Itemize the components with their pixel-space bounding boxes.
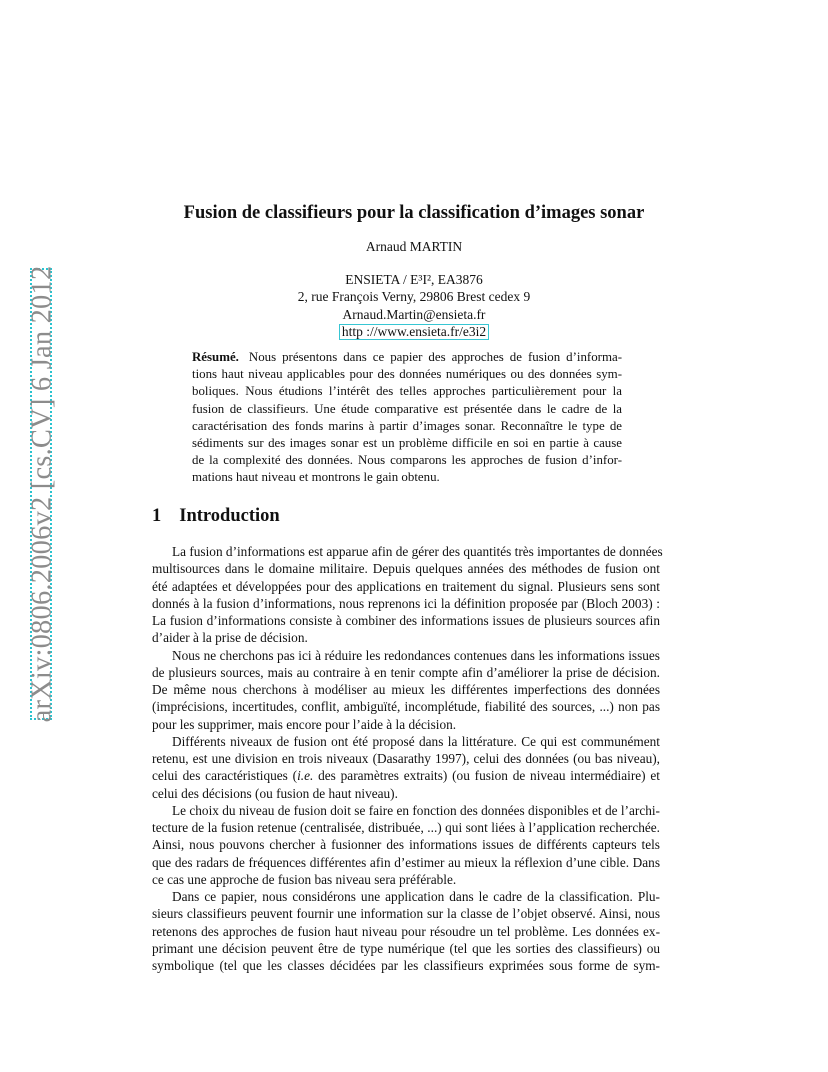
text-line: retenons des approches de fusion haut niveau pour résoudre un tel problème. Les données ex- (152, 923, 660, 939)
paragraph-2 (152, 647, 660, 733)
text-line: retenu, est une division en trois niveaux (Dasarathy 1997), celui des données (ou bas niveau), (152, 751, 660, 766)
text-line: de plusieurs sources, mais au contraire à en tenir compte afin d’améliorer la prise de décision. (152, 664, 660, 680)
text-line: La fusion d’informations consiste à combiner des informations issues de plusieurs sources afin (152, 613, 660, 628)
text-line: (imprécisions, incertitudes, conflit, ambiguïté, incomplétude, fiabilité des sources, ...) non pas (152, 699, 660, 715)
arxiv-stamp-text: arXiv:0806.2006v2 [cs.CV] 6 Jan 2012 (26, 265, 57, 723)
section-heading (152, 506, 280, 527)
author-name: Arnaud MARTIN (365, 239, 463, 254)
abstract-line-text: Nous présentons dans ce papier des approches de fusion d’informa- (248, 350, 622, 364)
affiliation-line-1: ENSIETA / E³I², EA3876 (345, 272, 483, 287)
text-line: primant une décision peuvent être de type numérique (tel que les sorties des classifieurs) ou (152, 940, 660, 956)
text-line: pour les supprimer, mais encore pour l’aide à la décision. (152, 716, 457, 732)
text-line: donnés à la fusion d’informations, nous reprenons ici la définition proposée par (Bloch 2003) : (152, 595, 660, 611)
affiliation-line-2: 2, rue François Verny, 29806 Brest cedex 9 (297, 289, 531, 305)
text-line: celui des décisions (ou fusion de haut niveau). (152, 785, 398, 801)
abstract-line: boliques. Nous étudions l’intérêt des telles approches particulièrement pour la (192, 384, 622, 399)
text-line: celui des caractéristiques (i.e. des paramètres extraits) (ou fusion de niveau intermédiaire) et (152, 768, 660, 784)
text-line: d’aider à la prise de décision. (152, 630, 308, 646)
abstract (192, 349, 622, 487)
abstract-line: sédiments sur des images sonar est un problème difficile en soi en partie à cause (192, 436, 622, 451)
abstract-line: caractérisation des fonds marins à partir d’images sonar. Reconnaître le type de (192, 418, 622, 433)
text-line: Ainsi, nous pouvons chercher à fusionner des informations issues de différents capteurs tels (152, 837, 660, 853)
abstract-label: Résumé. (192, 350, 239, 364)
text-line: sieurs classifieurs peuvent fournir une information sur la classe de l’objet observé. Ainsi, nous (152, 906, 660, 922)
paragraph-3 (152, 733, 660, 802)
affiliation-url-link[interactable]: http ://www.ensieta.fr/e3i2 (339, 324, 489, 340)
abstract-line: tions haut niveau applicables pour des données numériques ou des données sym- (192, 367, 622, 382)
text-line: symbolique (tel que les classes décidées par les classifieurs exprimées sous forme de sym- (152, 958, 660, 973)
italic-ie: i.e. (297, 768, 314, 784)
text-line: que des radars de fréquences différentes afin d’estimer au mieux la réflexion d’une cible. Dans (152, 854, 660, 870)
abstract-line: mations haut niveau et montrons le gain obtenu. (192, 470, 440, 485)
abstract-line: de la complexité des données. Nous comparons les approches de fusion d’infor- (192, 453, 622, 468)
text-line: été adaptées et développées pour des applications en traitement du signal. Plusieurs sens sont (152, 578, 660, 594)
text-line: De même nous cherchons à modéliser au mieux les différentes imperfections des données (152, 682, 660, 697)
affiliation-block (0, 271, 828, 340)
affiliation-url-row (0, 323, 828, 340)
paragraph-1 (152, 543, 663, 647)
text-line: multisources dans le domaine militaire. Depuis quelques années des méthodes de fusion ont (152, 561, 660, 577)
text-line: Différents niveaux de fusion ont été proposé dans la littérature. Ce qui est communément (172, 733, 660, 749)
abstract-line: fusion de classifieurs. Une étude comparative est présentée dans le cadre de la (192, 401, 622, 416)
text-line: Dans ce papier, nous considérons une application dans le cadre de la classification. Plu- (172, 889, 660, 904)
body-text (152, 543, 663, 974)
text-line: tecture de la fusion retenue (centralisée, distribuée, ...) qui sont liées à l’application recherchée. (152, 820, 660, 835)
author-email: Arnaud.Martin@ensieta.fr (342, 306, 486, 322)
paper-title: Fusion de classifieurs pour la classification d’images sonar (183, 203, 645, 223)
text-line: ce cas une approche de fusion bas niveau sera préférable. (152, 871, 457, 887)
paragraph-4 (152, 802, 660, 888)
text-line: La fusion d’informations est apparue afin de gérer des quantités très importantes de données (172, 544, 663, 559)
text-line: Nous ne cherchons pas ici à réduire les redondances contenues dans les informations issues (172, 647, 660, 663)
text-line: Le choix du niveau de fusion doit se faire en fonction des données disponibles et de l’archi- (172, 802, 660, 818)
abstract-line (192, 349, 622, 366)
paragraph-5 (152, 888, 660, 974)
section-title: Introduction (179, 506, 280, 526)
section-number: 1 (152, 506, 162, 526)
